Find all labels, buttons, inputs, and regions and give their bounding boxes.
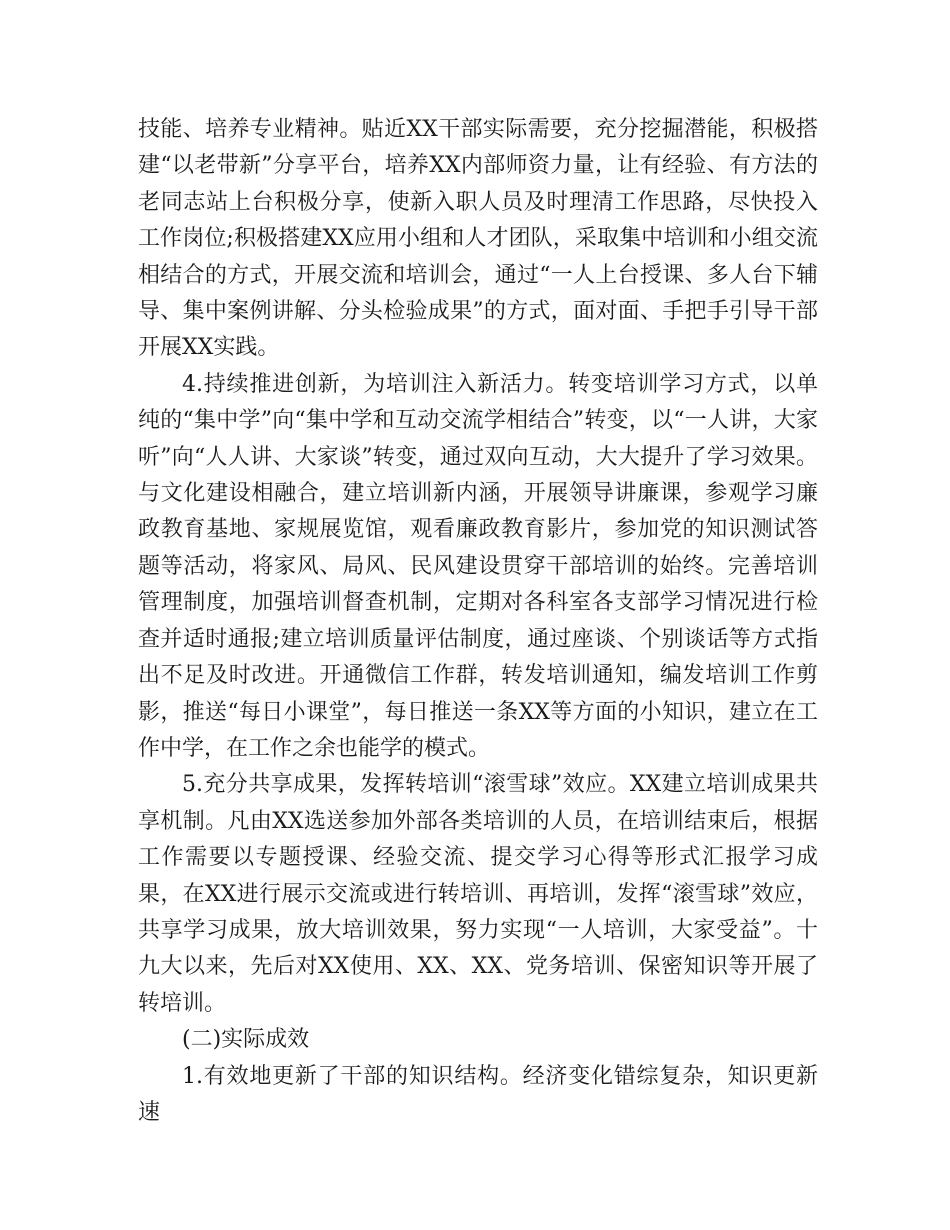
document-body bbox=[138, 112, 818, 1131]
section-heading: (二)实际成效 bbox=[182, 1027, 310, 1053]
paragraph-item-5: 5.充分共享成果，发挥转培训“滚雪球”效应。XX建立培训成果共享机制。凡由XX选送参加外部各类培训的人员，在培训结束后，根据工作需要以专题授课、经验交流、提交学习心得等形式汇报学习成果，在XX进行展示交流或进行转培训、再培训，发挥“滚雪球”效应，共享学习成果，放大培训效果，努力实现“一人培训，大家受益”。十九大以来，先后对XX使用、XX、XX、党务培训、保密知识等开展了转培训。 bbox=[138, 772, 818, 1016]
paragraph-item-1: 1.有效地更新了干部的知识结构。经济变化错综复杂，知识更新速 bbox=[138, 1063, 818, 1125]
paragraph-item-4: 4.持续推进创新，为培训注入新活力。转变培训学习方式，以单纯的“集中学”向“集中学和互动交流学相结合”转变，以“一人讲，大家听”向“人人讲、大家谈”转变，通过双向互动，大大提升了学习效果。与文化建设相融合，建立培训新内涵，开展领导讲廉课，参观学习廉政教育基地、家规展览馆，观看廉政教育影片，参加党的知识测试答题等活动，将家风、局风、民风建设贯穿干部培训的始终。完善培训管理制度，加强培训督查机制，定期对各科室各支部学习情况进行检查并适时通报;建立培训质量评估制度，通过座谈、个别谈话等方式指出不足及时改进。开通微信工作群，转发培训通知，编发培训工作剪影，推送“每日小课堂”，每日推送一条XX等方面的小知识，建立在工作中学，在工作之余也能学的模式。 bbox=[138, 371, 818, 761]
paragraph-continued: 技能、培养专业精神。贴近XX干部实际需要，充分挖掘潜能，积极搭建“以老带新”分享平台，培养XX内部师资力量，让有经验、有方法的老同志站上台积极分享，使新入职人员及时理清工作思路，尽快投入工作岗位;积极搭建XX应用小组和人才团队，采取集中培训和小组交流相结合的方式，开展交流和培训会，通过“一人上台授课、多人台下辅导、集中案例讲解、分头检验成果”的方式，面对面、手把手引导干部开展XX实践。 bbox=[138, 117, 818, 361]
